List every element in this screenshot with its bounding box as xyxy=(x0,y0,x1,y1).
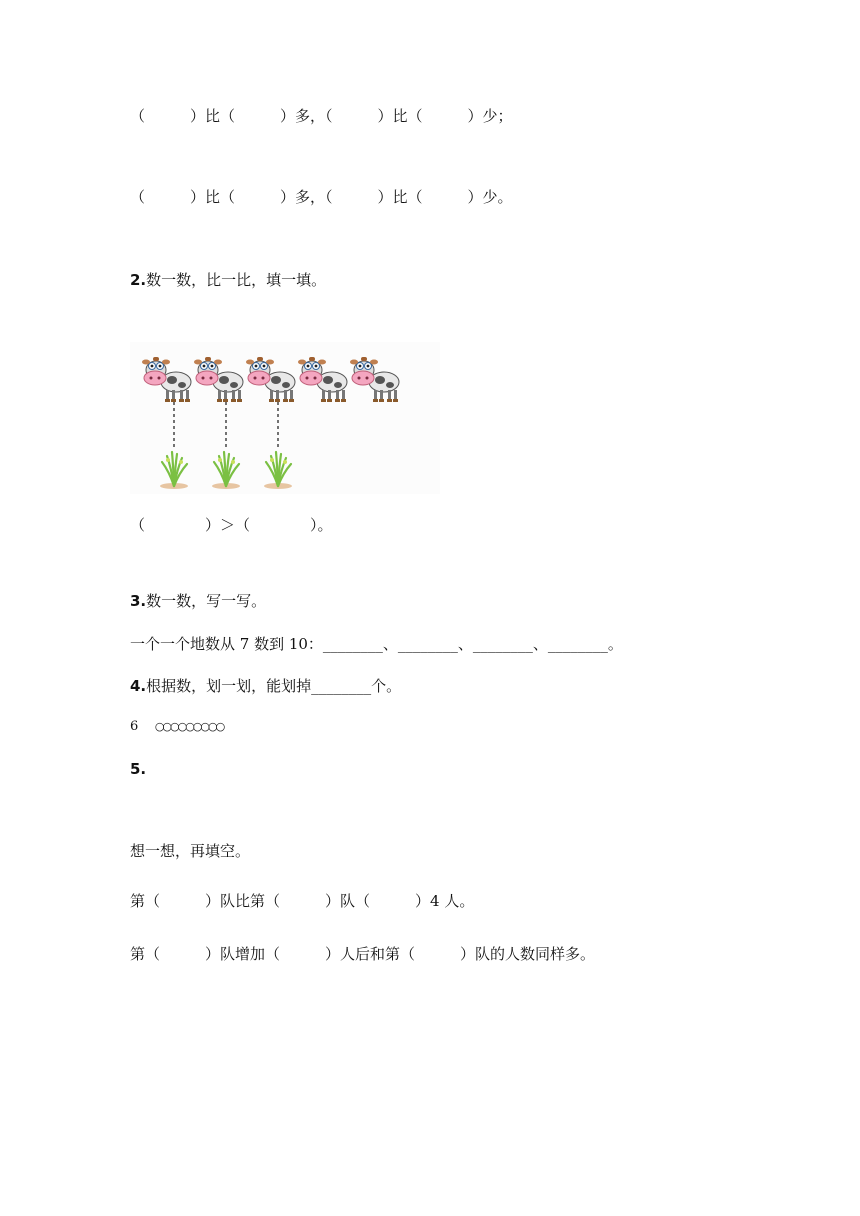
cow-icon xyxy=(246,357,295,402)
cow-icon xyxy=(350,357,399,402)
q3-heading xyxy=(130,591,266,611)
q4-heading xyxy=(130,676,401,696)
q5-line-1: 第（ ）队比第（ ）队（ ）4 人。 xyxy=(130,892,475,910)
q4-circles-row xyxy=(130,717,223,737)
q5-number: 5. xyxy=(130,760,147,778)
grass-icon xyxy=(264,452,292,489)
cows-grass-figure xyxy=(130,342,440,494)
cow-icon xyxy=(194,357,243,402)
q3-title: 数一数，写一写。 xyxy=(146,592,267,610)
cow-icon xyxy=(298,357,347,402)
cow-icon xyxy=(142,357,191,402)
q2-title: 数一数，比一比，填一填。 xyxy=(146,271,327,289)
q5-heading xyxy=(130,759,146,779)
q2-answer-line: （ ）＞（ ）。 xyxy=(130,516,333,534)
q1-line-1: （ ）比（ ）多，（ ）比（ ）少； xyxy=(130,107,513,125)
q5-prompt: 想一想，再填空。 xyxy=(130,842,251,860)
q3-number: 3. xyxy=(130,592,147,610)
grass-icon xyxy=(212,452,240,489)
cows-grass-svg xyxy=(130,342,440,494)
q3-count-line: 一个一个地数从 7 数到 10：________、________、________、________。 xyxy=(130,635,623,653)
q1-line-2: （ ）比（ ）多，（ ）比（ ）少。 xyxy=(130,188,513,206)
q4-circles: ○○○○○○○○○ xyxy=(154,720,224,733)
q5-line-2: 第（ ）队增加（ ）人后和第（ ）队的人数同样多。 xyxy=(130,945,596,963)
q4-title: 根据数，划一划，能划掉________个。 xyxy=(146,677,402,695)
q4-given-number: 6 xyxy=(130,719,139,734)
q4-number: 4. xyxy=(130,677,147,695)
grass-icon xyxy=(160,452,188,489)
q2-heading xyxy=(130,270,326,290)
q2-number: 2. xyxy=(130,271,147,289)
